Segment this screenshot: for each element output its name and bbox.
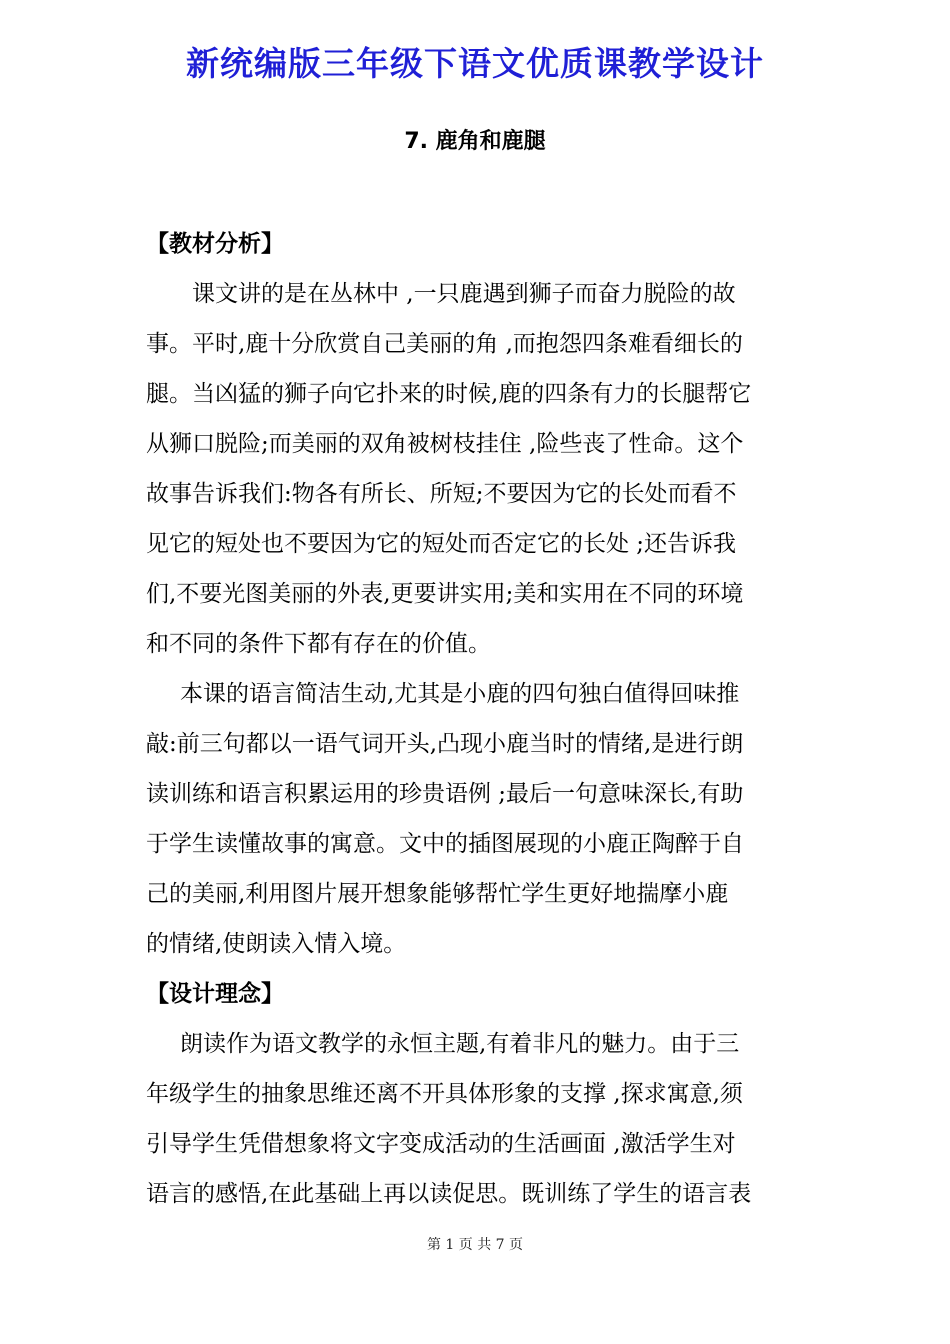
section-heading-design-concept: 【设计理念】 (146, 981, 284, 1007)
paragraph-line: 读训练和语言积累运用的珍贵语例 ;最后一句意味深长,有助 (146, 781, 744, 807)
paragraph-line: 朗读作为语文教学的永恒主题,有着非凡的魅力。由于三 (180, 1031, 740, 1057)
paragraph-line: 引导学生凭借想象将文字变成活动的生活画面 ,激活学生对 (146, 1131, 736, 1157)
paragraph-line: 的情绪,使朗读入情入境。 (146, 931, 407, 957)
paragraph-line: 和不同的条件下都有存在的价值。 (146, 631, 491, 657)
paragraph-textbook-analysis-2 (146, 669, 810, 969)
paragraph-line: 年级学生的抽象思维还离不开具体形象的支撑 ,探求寓意,须 (146, 1081, 743, 1107)
paragraph-line: 于学生读懂故事的寓意。文中的插图展现的小鹿正陶醉于自 (146, 831, 744, 857)
paragraph-line: 见它的短处也不要因为它的短处而否定它的长处 ;还告诉我 (146, 531, 737, 557)
paragraph-line: 己的美丽,利用图片展开想象能够帮忙学生更好地揣摩小鹿 (146, 881, 729, 907)
paragraph-line: 事。平时,鹿十分欣赏自己美丽的角 ,而抱怨四条难看细长的 (146, 331, 743, 357)
paragraph-line: 腿。当凶猛的狮子向它扑来的时候,鹿的四条有力的长腿帮它 (146, 381, 752, 407)
page-number-footer: 第 1 页 共 7 页 (426, 1237, 524, 1253)
lesson-title: 7. 鹿角和鹿腿 (404, 129, 546, 154)
paragraph-line: 从狮口脱险;而美丽的双角被树枝挂住 ,险些丧了性命。这个 (146, 431, 744, 457)
paragraph-line: 们,不要光图美丽的外表,更要讲实用;美和实用在不同的环境 (146, 581, 744, 607)
document-title: 新统编版三年级下语文优质课教学设计 (186, 44, 764, 83)
document-body (146, 219, 810, 1219)
paragraph-design-concept-1 (146, 1019, 810, 1219)
paragraph-line: 故事告诉我们:物各有所长、所短;不要因为它的长处而看不 (146, 481, 737, 507)
paragraph-line: 语言的感悟,在此基础上再以读促思。既训练了学生的语言表 (146, 1181, 752, 1207)
section-heading-textbook-analysis: 【教材分析】 (146, 231, 284, 257)
paragraph-line: 敲:前三句都以一语气词开头,凸现小鹿当时的情绪,是进行朗 (146, 731, 744, 757)
paragraph-textbook-analysis-1 (146, 269, 810, 669)
paragraph-line: 课文讲的是在丛林中 ,一只鹿遇到狮子而奋力脱险的故 (192, 281, 736, 307)
paragraph-line: 本课的语言简洁生动,尤其是小鹿的四句独白值得回味推 (180, 681, 740, 707)
